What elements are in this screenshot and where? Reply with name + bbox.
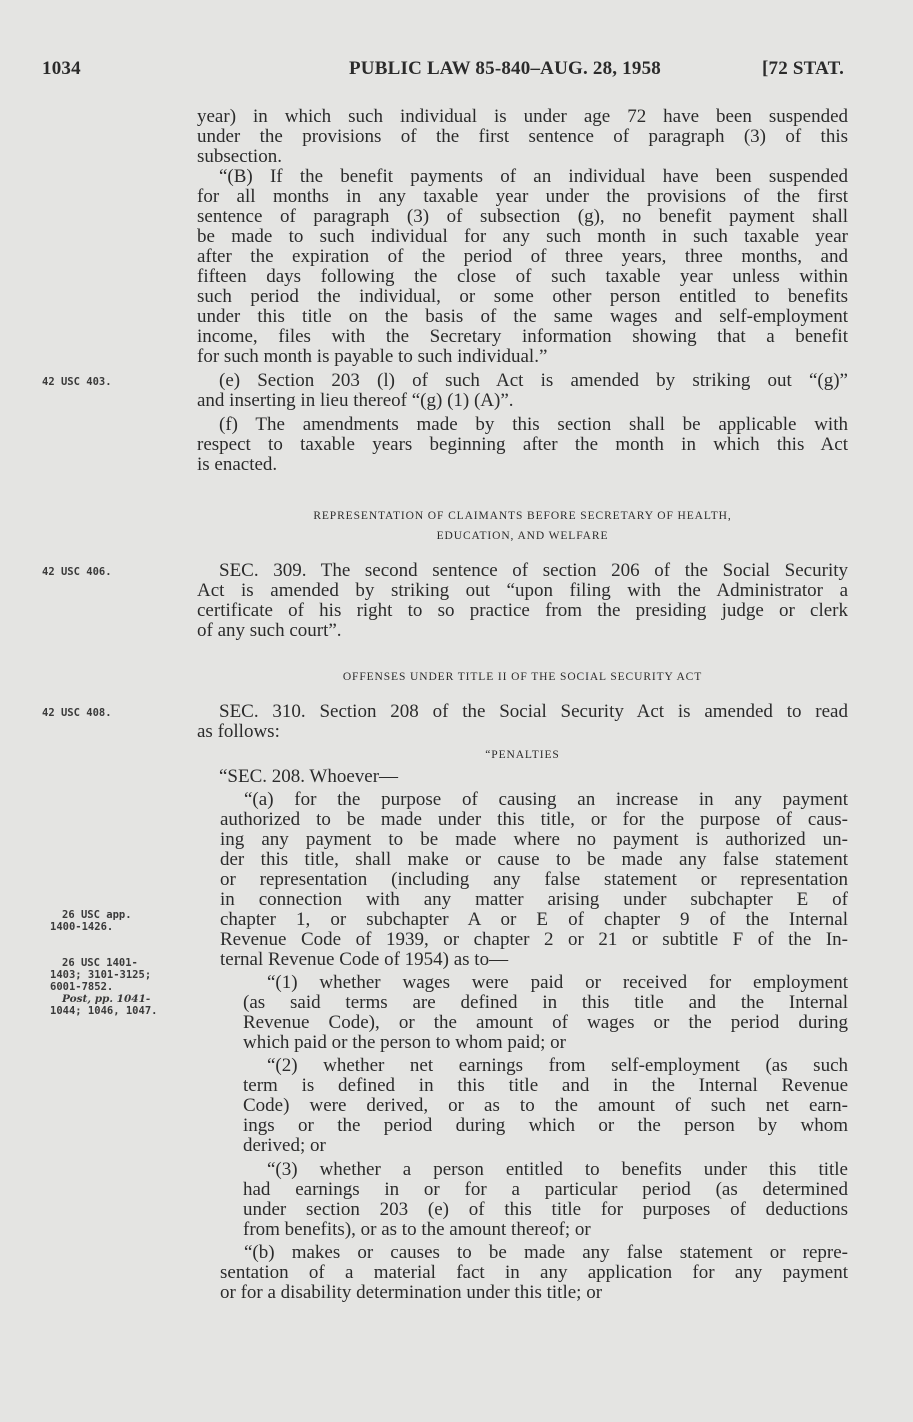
volume-citation: [72 STAT.	[762, 58, 845, 79]
note-line: 26 USC app.	[62, 909, 132, 921]
section-heading	[197, 506, 848, 546]
text-line: “(3) whether a person entitled to benefits under this title	[267, 1159, 848, 1180]
text-line: income, files with the Secretary information showing that a benefit	[197, 326, 848, 347]
text-line: after the expiration of the period of three years, three months, and	[197, 246, 848, 267]
margin-note-citation: 42 USC 406.	[42, 566, 112, 578]
text-line: Revenue Code), or the amount of wages or the period during	[243, 1012, 848, 1033]
text-line: had earnings in or for a particular period (as determined	[243, 1179, 848, 1200]
text-line: Code) were derived, or as to the amount of such net earn-	[243, 1095, 848, 1116]
text-line: (e) Section 203 (l) of such Act is amended by striking out “(g)”	[219, 370, 848, 391]
text-line: authorized to be made under this title, or for the purpose of caus-	[220, 809, 848, 830]
margin-note-citation: 42 USC 403.	[42, 376, 112, 388]
paragraph	[243, 1056, 848, 1156]
note-line: 1403; 3101-3125;	[50, 969, 152, 981]
text-line: “(b) makes or causes to be made any false statement or repre-	[244, 1242, 848, 1263]
running-title: PUBLIC LAW 85-840–AUG. 28, 1958	[349, 58, 661, 79]
heading-line: EDUCATION, AND WELFARE	[436, 530, 609, 542]
paragraph	[197, 107, 848, 167]
text-line: and inserting in lieu thereof “(g) (1) (A)”.	[197, 390, 514, 411]
text-line: “(1) whether wages were paid or received for employment	[267, 972, 848, 993]
page-number: 1034	[42, 58, 81, 79]
text-line: is enacted.	[197, 454, 278, 475]
text-line: under this title on the basis of the same wages and self-employment	[197, 306, 848, 327]
text-line: term is defined in this title and in the Internal Revenue	[243, 1075, 848, 1096]
text-line: SEC. 310. Section 208 of the Social Security Act is amended to read	[219, 701, 848, 722]
section-heading: OFFENSES UNDER TITLE II OF THE SOCIAL SECURITY ACT	[342, 671, 703, 683]
text-line: respect to taxable years beginning after the month in which this Act	[197, 434, 848, 455]
note-line	[62, 993, 157, 1005]
text-line: or for a disability determination under this title; or	[220, 1282, 603, 1303]
text-line: under section 203 (e) of this title for purposes of deductions	[243, 1199, 848, 1220]
text-line: SEC. 309. The second sentence of section 206 of the Social Security	[219, 560, 848, 581]
text-line: (f) The amendments made by this section shall be applicable with	[219, 414, 848, 435]
text-line: such period the individual, or some other person entitled to benefits	[197, 286, 848, 307]
note-line: 26 USC 1401-	[62, 957, 138, 969]
text-line: “(B) If the benefit payments of an individual have been suspended	[219, 166, 848, 187]
text-line: sentence of paragraph (3) of subsection (g), no benefit payment shall	[197, 206, 848, 227]
paragraph	[197, 415, 848, 475]
paragraph	[243, 973, 848, 1053]
text-line: “(2) whether net earnings from self-employment (as such	[267, 1055, 848, 1076]
text-line: certificate of his right to so practice from the presiding judge or clerk	[197, 600, 848, 621]
text-line: for all months in any taxable year under the provisions of the first	[197, 186, 848, 207]
text-line: of any such court”.	[197, 620, 342, 641]
text-line: derived; or	[243, 1135, 326, 1156]
paragraph	[197, 371, 848, 411]
note-post: Post, pp. 1041-	[62, 993, 151, 1005]
text-line: “(a) for the purpose of causing an increase in any payment	[244, 789, 848, 810]
paragraph	[219, 767, 619, 787]
margin-note-citation: 42 USC 408.	[42, 707, 112, 719]
text-line: in connection with any matter arising under subchapter E of	[220, 889, 848, 910]
margin-note-citation	[50, 909, 132, 933]
margin-note-citation	[50, 957, 157, 1017]
text-line: be made to such individual for any such month in such taxable year	[197, 226, 848, 247]
text-line: subsection.	[197, 146, 282, 167]
text-line: chapter 1, or subchapter A or E of chapter 9 of the Internal	[220, 909, 848, 930]
text-line: (as said terms are defined in this title and the Internal	[243, 992, 848, 1013]
text-line: Act is amended by striking out “upon filing with the Administrator a	[197, 580, 848, 601]
text-line: for such month is payable to such individual.”	[197, 346, 548, 367]
note-line: 6001-7852.	[50, 981, 114, 993]
text-line: or representation (including any false statement or representation	[220, 869, 848, 890]
paragraph	[220, 1243, 848, 1303]
paragraph	[197, 561, 848, 641]
text-line: ternal Revenue Code of 1954) as to—	[220, 949, 509, 970]
text-line: year) in which such individual is under age 72 have been suspended	[197, 106, 848, 127]
text-line: which paid or the person to whom paid; or	[243, 1032, 566, 1053]
text-line: Revenue Code of 1939, or chapter 2 or 21 or subtitle F of the In-	[220, 929, 848, 950]
paragraph	[220, 790, 848, 970]
heading-line: REPRESENTATION OF CLAIMANTS BEFORE SECRETARY OF HEALTH,	[313, 510, 732, 522]
section-heading: “PENALTIES	[485, 749, 560, 761]
text-line: sentation of a material fact in any application for any payment	[220, 1262, 848, 1283]
text-line: ings or the period during which or the person by whom	[243, 1115, 848, 1136]
text-line: “SEC. 208. Whoever—	[219, 766, 399, 787]
note-line: 1400-1426.	[50, 921, 114, 933]
text-line: fifteen days following the close of such taxable year unless within	[197, 266, 848, 287]
paragraph	[197, 702, 848, 742]
note-line: 1044; 1046, 1047.	[50, 1005, 158, 1017]
paragraph	[243, 1160, 848, 1240]
text-line: from benefits), or as to the amount thereof; or	[243, 1219, 591, 1240]
text-line: der this title, shall make or cause to be made any false statement	[220, 849, 848, 870]
text-line: as follows:	[197, 721, 280, 742]
paragraph	[197, 167, 848, 367]
text-line: ing any payment to be made where no payment is authorized un-	[220, 829, 848, 850]
text-line: under the provisions of the first sentence of paragraph (3) of this	[197, 126, 848, 147]
